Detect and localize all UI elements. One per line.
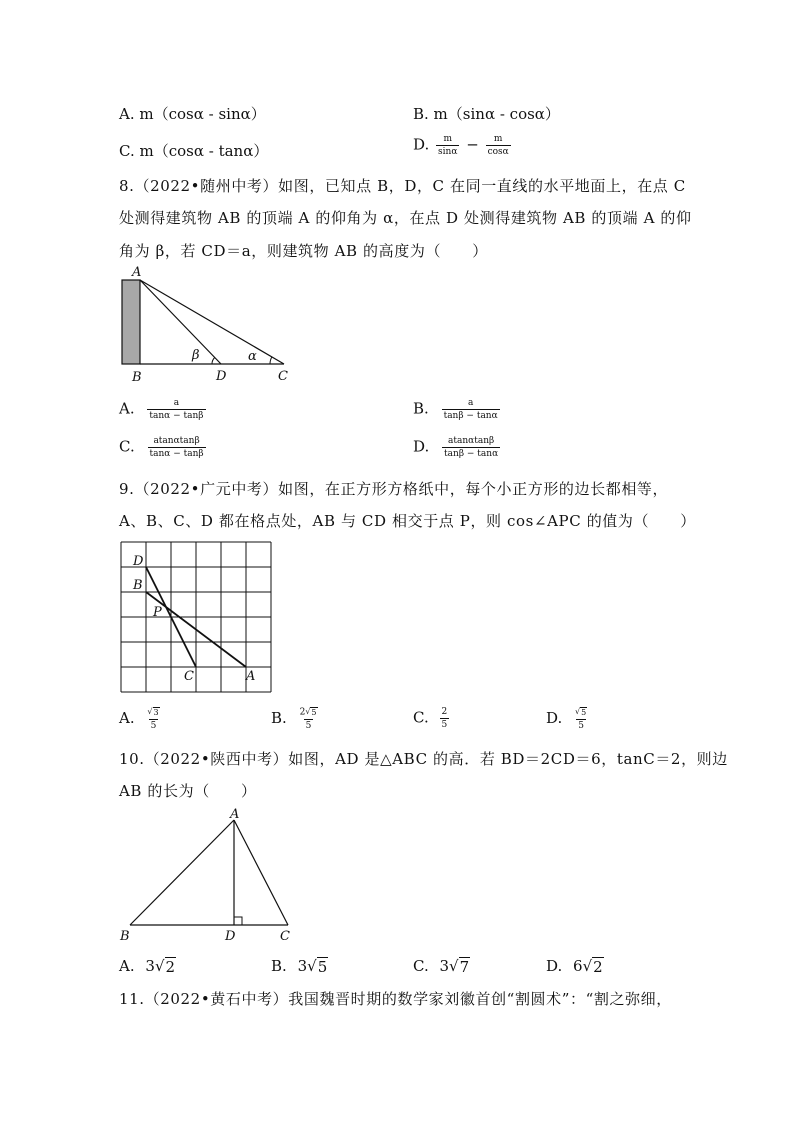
point-a-label: A bbox=[230, 807, 240, 822]
option-label: D. bbox=[413, 437, 430, 456]
fraction bbox=[440, 707, 450, 730]
option-label: C. bbox=[119, 437, 135, 456]
option-label: D. bbox=[546, 957, 563, 975]
option-label: C. bbox=[413, 957, 429, 975]
q7-option-b: B. m（sinα - cosα） bbox=[413, 105, 560, 123]
radicand: 2 bbox=[165, 958, 176, 976]
denominator: 5 bbox=[305, 720, 312, 731]
radical: √ 5 bbox=[575, 707, 587, 717]
side-ab bbox=[130, 820, 234, 925]
q7-option-c: C. m（cosα - tanα） bbox=[119, 142, 269, 160]
minus-sign: − bbox=[466, 135, 479, 154]
q10-option-d bbox=[546, 957, 604, 976]
option-label: A. bbox=[119, 399, 135, 418]
point-d-label: D bbox=[133, 554, 144, 569]
fraction bbox=[148, 436, 206, 459]
radical: √ 2 bbox=[154, 957, 176, 976]
denominator: sinα bbox=[438, 147, 458, 157]
fraction bbox=[573, 707, 589, 731]
numerator bbox=[573, 707, 589, 719]
denominator: tanα − tanβ bbox=[149, 449, 204, 459]
radical: √ 7 bbox=[449, 957, 470, 976]
q8-option-d bbox=[413, 436, 502, 459]
denominator: 5 bbox=[150, 720, 157, 731]
denominator: 5 bbox=[441, 720, 448, 730]
q8-building-figure bbox=[112, 262, 302, 386]
point-a-label: A bbox=[132, 265, 142, 280]
building-shape bbox=[122, 280, 140, 364]
denominator: tanβ − tanα bbox=[444, 449, 499, 459]
numerator: atanαtanβ bbox=[153, 436, 200, 446]
radicand: 5 bbox=[317, 958, 328, 976]
coefficient: 3 bbox=[297, 957, 308, 975]
q10-option-c bbox=[413, 957, 470, 976]
angle-beta-label: β bbox=[192, 348, 200, 363]
sight-line-ac bbox=[140, 280, 284, 364]
numerator: m bbox=[443, 134, 452, 144]
q7-option-a: A. m（cosα - sinα） bbox=[119, 105, 266, 123]
numerator: a bbox=[467, 398, 474, 408]
numerator: m bbox=[493, 134, 503, 144]
coefficient: 6 bbox=[573, 957, 583, 975]
radical: √ 2 bbox=[582, 957, 603, 976]
q10-triangle-figure bbox=[112, 803, 302, 945]
denominator: cosα bbox=[487, 147, 509, 157]
point-c-label: C bbox=[278, 369, 288, 384]
point-b-label: B bbox=[120, 929, 130, 944]
q9-grid-figure bbox=[112, 534, 282, 699]
numerator bbox=[145, 707, 161, 719]
radical: √ 3 bbox=[147, 707, 159, 717]
coefficient: 2 bbox=[299, 707, 306, 718]
numerator: atanαtanβ bbox=[447, 436, 495, 446]
option-label: B. bbox=[271, 957, 287, 975]
angle-arc-alpha bbox=[270, 357, 272, 364]
point-d-label: D bbox=[225, 929, 236, 944]
point-c-label: C bbox=[280, 929, 290, 944]
q9-stem-line-1: 9.（2022•广元中考）如图，在正方形方格纸中，每个小正方形的边长都相等， bbox=[119, 480, 669, 498]
q8-option-a bbox=[119, 398, 208, 421]
point-p-label: P bbox=[153, 605, 162, 620]
point-c-label: C bbox=[184, 669, 194, 684]
q8-stem-line-3: 角为 β，若 CD＝a，则建筑物 AB 的高度为（ ） bbox=[119, 242, 488, 260]
radical: √ 5 bbox=[307, 957, 328, 976]
numerator bbox=[298, 707, 320, 719]
q9-option-c bbox=[413, 707, 451, 730]
coefficient: 3 bbox=[145, 957, 155, 975]
fraction bbox=[486, 134, 511, 157]
q9-option-b bbox=[271, 707, 322, 731]
q8-stem-line-1: 8.（2022•随州中考）如图，已知点 B，D，C 在同一直线的水平地面上，在点 C bbox=[119, 177, 686, 195]
denominator: 5 bbox=[578, 720, 585, 731]
fraction bbox=[145, 707, 161, 731]
fraction bbox=[442, 436, 500, 459]
option-label: B. bbox=[271, 708, 287, 727]
numerator: 2 bbox=[441, 707, 448, 717]
radicand: 5 bbox=[311, 708, 317, 717]
option-label: B. bbox=[413, 399, 429, 418]
angle-arc-beta bbox=[212, 358, 215, 365]
point-b-label: B bbox=[133, 578, 143, 593]
fraction bbox=[147, 398, 205, 421]
radicand: 7 bbox=[459, 958, 470, 976]
radicand: 3 bbox=[153, 708, 159, 717]
radicand: 2 bbox=[593, 958, 603, 976]
q9-option-a bbox=[119, 707, 164, 731]
point-a-label: A bbox=[246, 669, 256, 684]
q8-option-b bbox=[413, 398, 502, 421]
fraction bbox=[436, 134, 459, 157]
q8-option-c bbox=[119, 436, 208, 459]
q10-option-a bbox=[119, 957, 176, 976]
q10-stem-line-2: AB 的长为（ ） bbox=[119, 782, 257, 800]
q9-stem-line-2: A、B、C、D 都在格点处，AB 与 CD 相交于点 P，则 cos∠APC 的值为（ ） bbox=[119, 512, 696, 530]
q7-option-d bbox=[413, 134, 513, 157]
option-label: D. bbox=[413, 135, 430, 154]
sight-line-ad bbox=[140, 280, 221, 364]
angle-alpha-label: α bbox=[248, 349, 257, 364]
numerator: a bbox=[173, 398, 180, 408]
coefficient: 3 bbox=[439, 957, 450, 975]
q11-stem-line-1: 11.（2022•黄石中考）我国魏晋时期的数学家刘徽首创“割圆术”：“割之弥细， bbox=[119, 990, 672, 1008]
denominator: tanβ − tanα bbox=[443, 411, 498, 421]
option-label: A. bbox=[119, 957, 135, 975]
radical: √ 5 bbox=[305, 707, 317, 717]
fraction bbox=[442, 398, 500, 421]
denominator: tanα − tanβ bbox=[149, 411, 204, 421]
side-ac bbox=[234, 820, 288, 925]
q9-option-d bbox=[546, 707, 591, 731]
q10-stem-line-1: 10.（2022•陕西中考）如图，AD 是△ABC 的高．若 BD＝2CD＝6，tanC＝2，则边 bbox=[119, 750, 728, 768]
q8-stem-line-2: 处测得建筑物 AB 的顶端 A 的仰角为 α，在点 D 处测得建筑物 AB 的顶端 A 的仰 bbox=[119, 209, 692, 227]
right-angle-mark bbox=[234, 917, 242, 925]
option-label: D. bbox=[546, 708, 563, 727]
q10-option-b bbox=[271, 957, 328, 976]
option-label: A. bbox=[119, 708, 135, 727]
option-label: C. bbox=[413, 708, 429, 727]
point-d-label: D bbox=[216, 369, 227, 384]
radicand: 5 bbox=[581, 708, 587, 717]
point-b-label: B bbox=[132, 370, 142, 385]
fraction bbox=[298, 707, 320, 731]
